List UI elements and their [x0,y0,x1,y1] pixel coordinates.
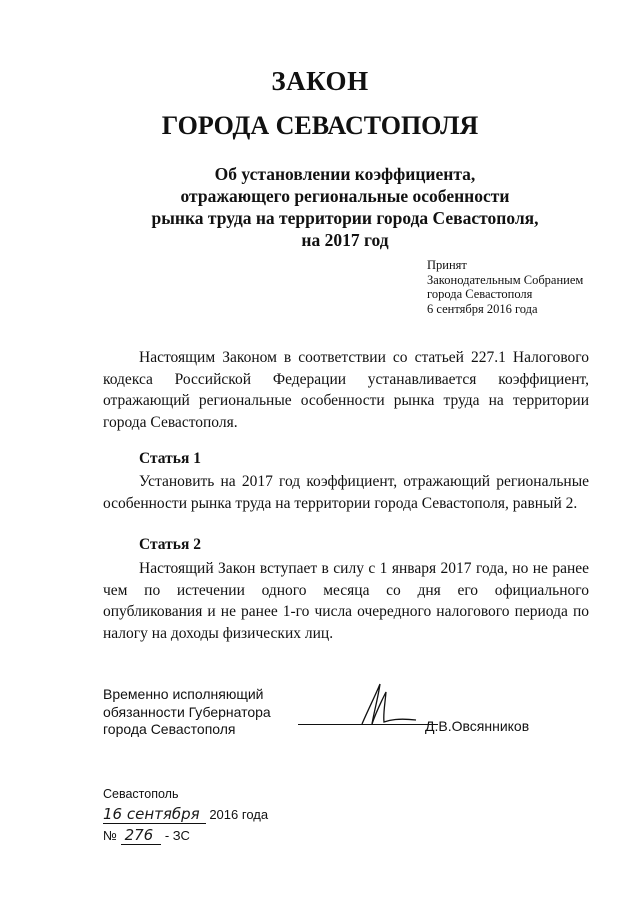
acceptance-note [427,258,583,316]
subject-line: рынка труда на территории города Севастополя, [151,208,539,228]
subject-line: отражающего региональные особенности [180,186,510,206]
preamble-paragraph: Настоящим Законом в соответствии со статьей 227.1 Налогового кодекса Российской Федерации устанавливается коэффициент, отражающий региональные особенности рынка труда на территории города Севастополя. [103,349,589,431]
handwritten-date: 16 сентября [103,805,206,824]
subject-line: Об установлении коэффициента, [214,164,476,184]
signing-place: Севастополь [103,787,179,801]
printed-year: 2016 года [209,807,269,822]
number-suffix: - ЗС [164,828,190,843]
acceptance-line: 6 сентября 2016 года [427,301,538,316]
signer-position [103,686,271,739]
subject-line: на 2017 год [301,230,389,250]
acceptance-line: Принят [427,258,467,272]
article-1-heading: Статья 1 [139,450,201,467]
law-issuer: ГОРОДА СЕВАСТОПОЛЯ [161,111,479,140]
article-1-text: Установить на 2017 год коэффициент, отражающий региональные особенности рынка труда на территории города Севастополя, равный 2. [103,473,589,512]
handwritten-signature [350,680,430,730]
handwritten-number: 276 [121,826,162,845]
law-number [103,826,190,845]
number-prefix: № [103,828,117,843]
signer-name: Д.В.Овсянников [425,718,530,734]
acceptance-line: Законодательным Собранием [427,272,584,287]
article-2-text: Настоящий Закон вступает в силу с 1 января 2017 года, но не ранее чем по истечении одного месяца со дня его официального опубликования и не ранее 1-го числа очередного налогового периода по налогу на доходы физических лиц. [103,560,589,642]
law-subject [0,163,640,251]
law-title: ЗАКОН [271,66,369,96]
acceptance-line: города Севастополя [427,287,533,301]
position-line: города Севастополя [103,721,236,737]
signing-date [103,805,268,824]
article-2-heading: Статья 2 [139,536,201,553]
position-line: Временно исполняющий [103,686,264,702]
position-line: обязанности Губернатора [103,703,271,720]
